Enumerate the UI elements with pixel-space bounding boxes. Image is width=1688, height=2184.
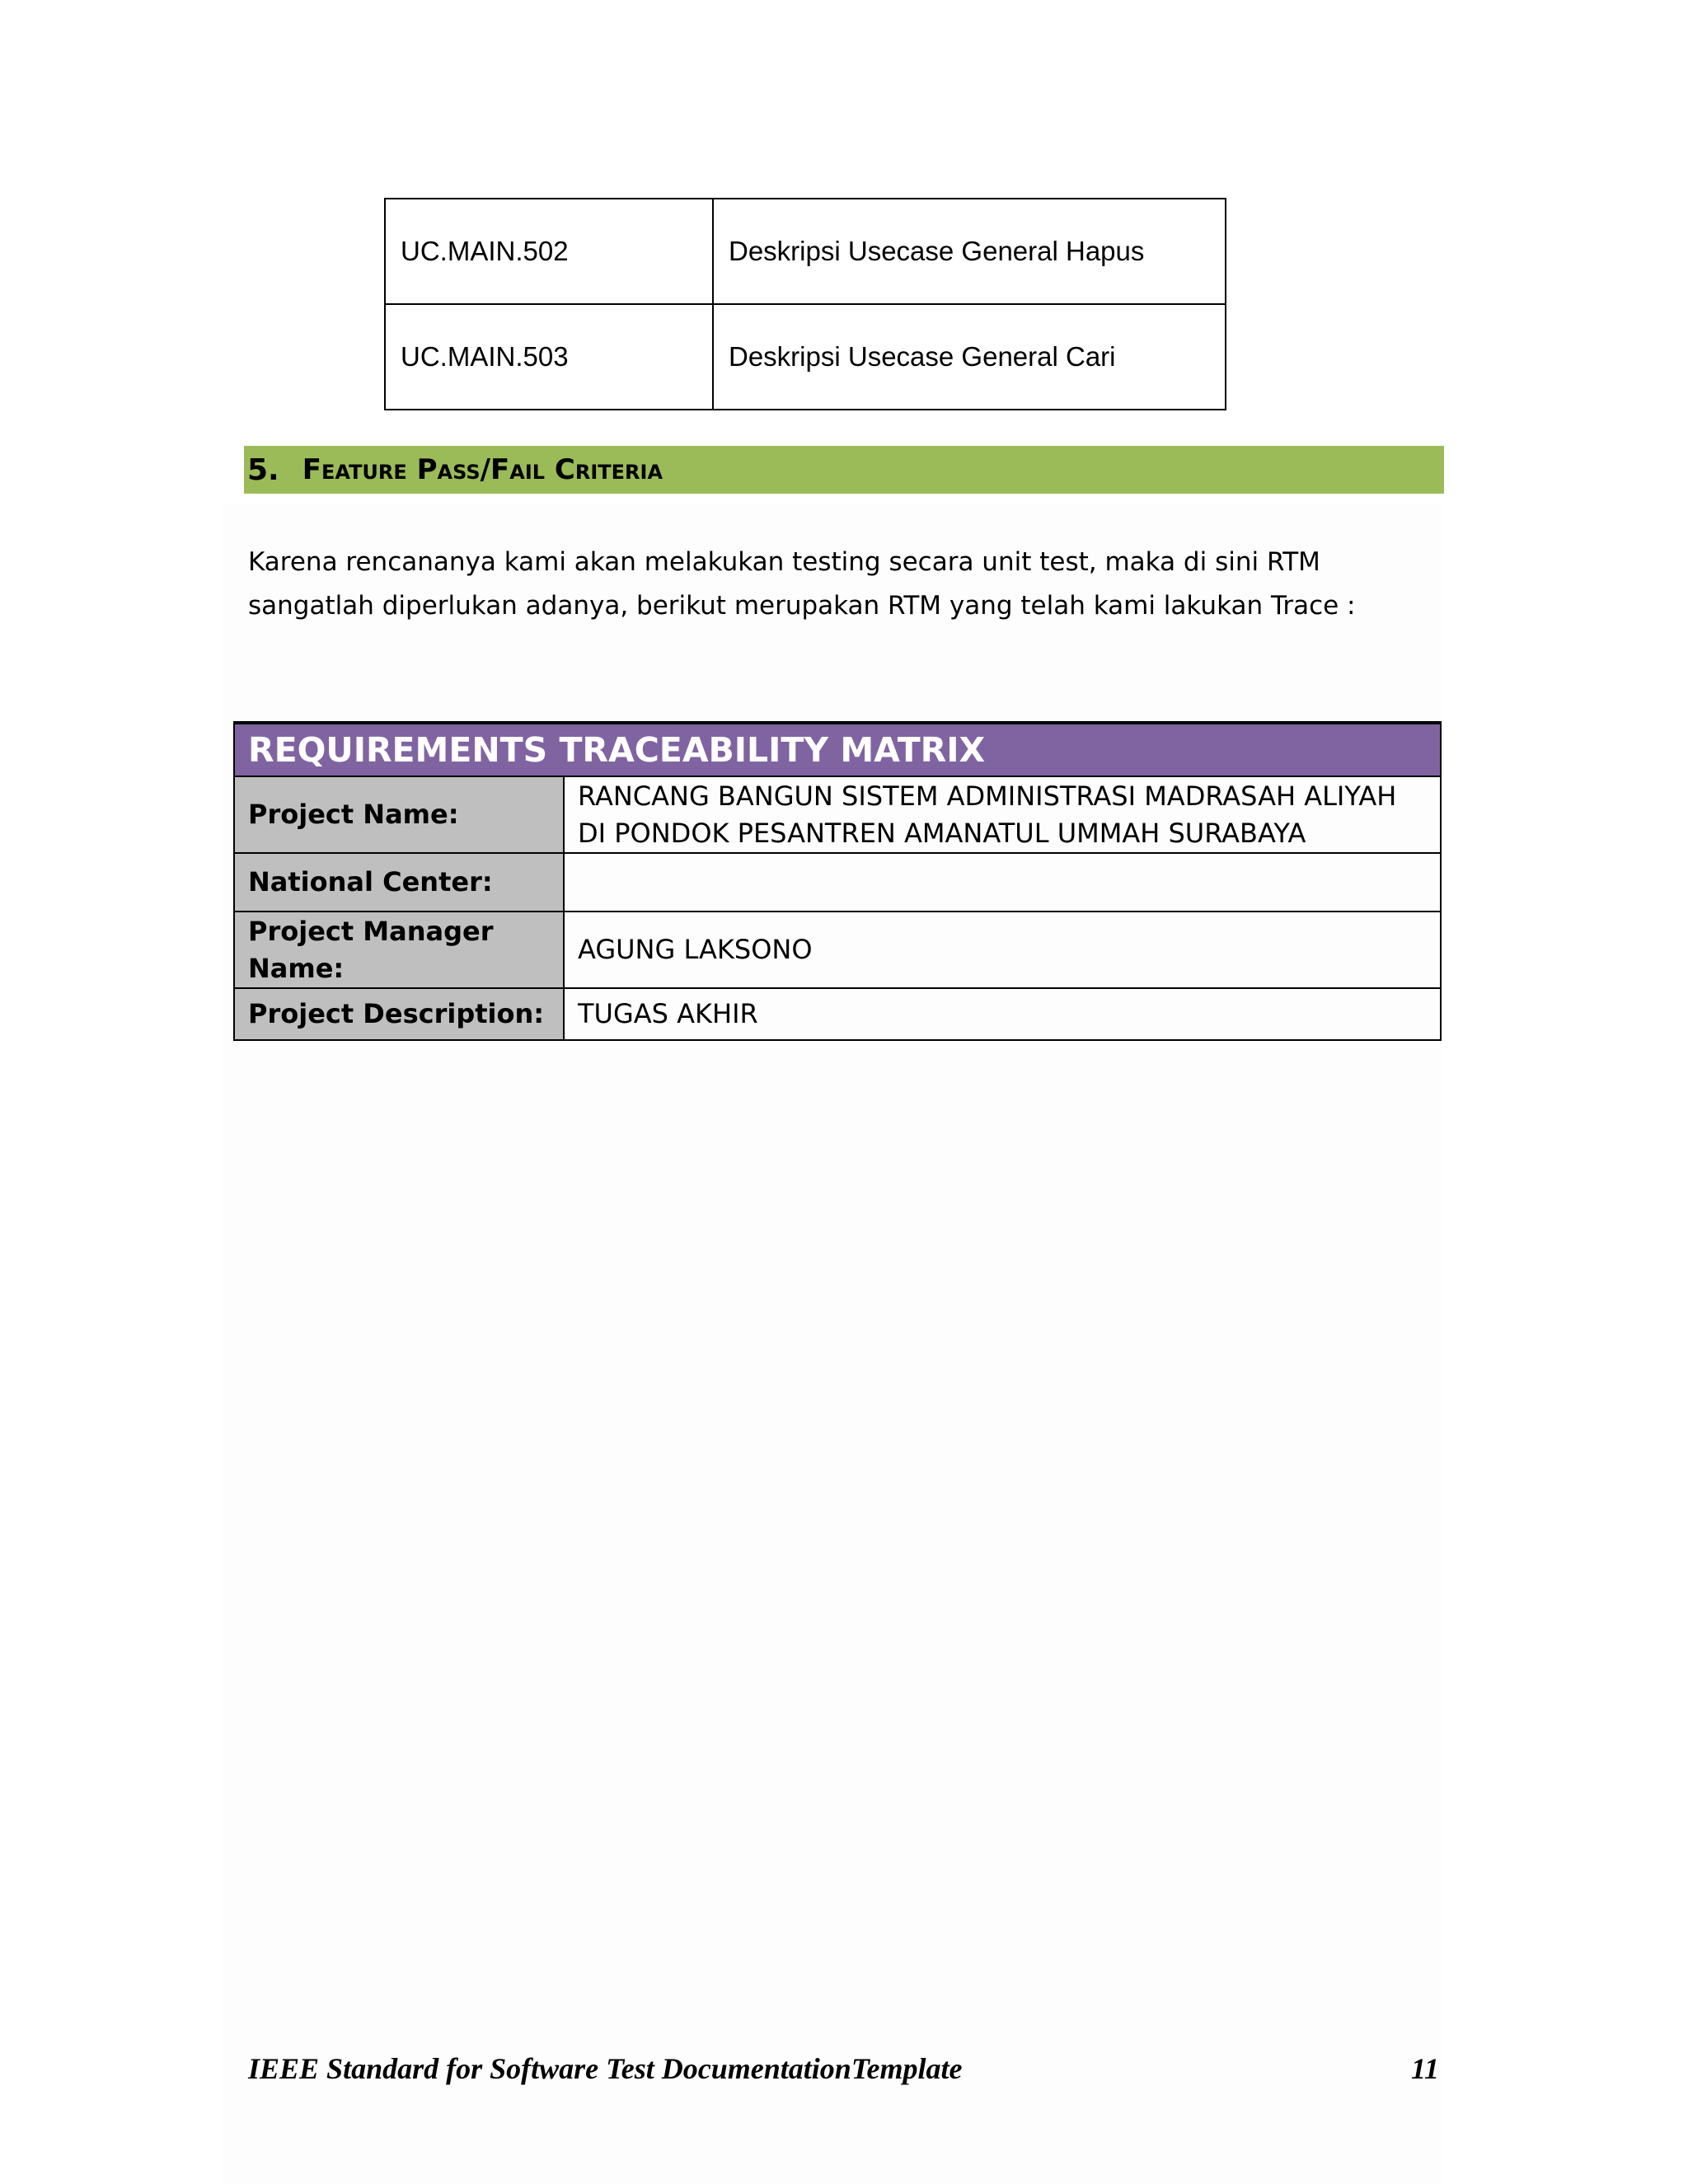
table-row <box>234 853 1441 912</box>
project-manager-label-line: Name: <box>248 952 345 984</box>
rtm-title: REQUIREMENTS TRACEABILITY MATRIX <box>234 723 1441 776</box>
table-row <box>385 199 1226 304</box>
table-row <box>385 304 1226 410</box>
usecase-description-cell: Deskripsi Usecase General Hapus <box>713 199 1226 304</box>
rtm-table <box>233 721 1442 1041</box>
page-number: 11 <box>1411 2052 1440 2085</box>
usecase-table <box>384 198 1226 410</box>
usecase-description-cell: Deskripsi Usecase General Cari <box>713 304 1226 410</box>
usecase-id-cell: UC.MAIN.502 <box>385 199 713 304</box>
table-row <box>234 988 1441 1040</box>
table-row <box>234 912 1441 988</box>
project-manager-label <box>234 912 564 988</box>
table-row <box>234 776 1441 853</box>
section-title: Feature Pass/Fail Criteria <box>302 453 663 486</box>
project-description-value: TUGAS AKHIR <box>564 988 1441 1040</box>
project-manager-label-line: Project Manager <box>248 915 494 947</box>
project-name-label: Project Name: <box>234 776 564 853</box>
section-number: 5. <box>247 452 279 487</box>
section-heading <box>244 446 1444 494</box>
national-center-label: National Center: <box>234 853 564 912</box>
project-manager-value: AGUNG LAKSONO <box>564 912 1441 988</box>
project-name-value <box>564 776 1441 853</box>
project-name-line: DI PONDOK PESANTREN AMANATUL UMMAH SURABAYA <box>578 817 1306 849</box>
intro-paragraph: Karena rencananya kami akan melakukan testing secara unit test, maka di sini RTM sangatlah diperlukan adanya, berikut merupakan RTM yang telah kami lakukan Trace : <box>248 547 1356 621</box>
project-description-label: Project Description: <box>234 988 564 1040</box>
footer-title: IEEE Standard for Software Test DocumentationTemplate <box>248 2052 963 2085</box>
usecase-id-cell: UC.MAIN.503 <box>385 304 713 410</box>
project-name-line: RANCANG BANGUN SISTEM ADMINISTRASI MADRASAH ALIYAH <box>578 780 1397 812</box>
national-center-value <box>564 853 1441 912</box>
